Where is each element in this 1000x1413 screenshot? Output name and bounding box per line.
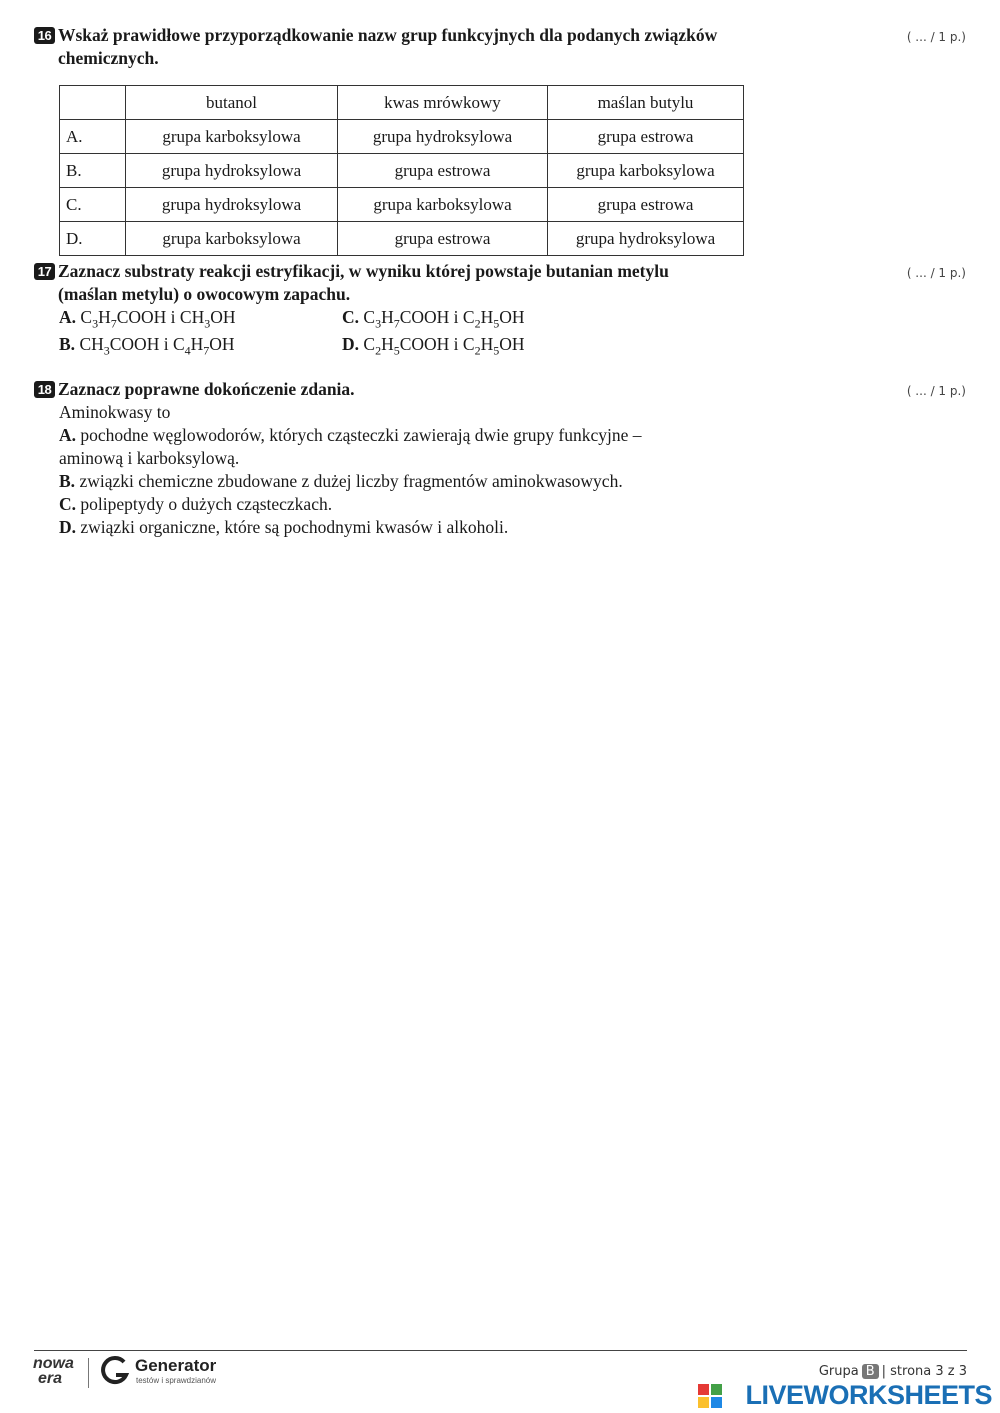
nowa-era-logo xyxy=(33,1356,74,1386)
logo-line-2: era xyxy=(38,1370,63,1387)
row-label: B. xyxy=(60,154,126,188)
task-18-stem: Aminokwasy to xyxy=(59,402,171,422)
generator-subtitle: testów i sprawdzianów xyxy=(136,1376,217,1385)
logo-separator xyxy=(88,1358,89,1388)
header-kwas-mrowkowy: kwas mrówkowy xyxy=(338,86,548,120)
option-formula: $C_3H_7COOH$ i $C_2H_5OH$ xyxy=(363,307,525,331)
option-b[interactable] xyxy=(59,331,235,364)
option-b[interactable] xyxy=(59,470,709,493)
task-16-table xyxy=(59,85,744,256)
task-number-badge: 16 xyxy=(34,27,55,44)
grupa-label: Grupa xyxy=(818,1364,859,1379)
task-number-badge: 18 xyxy=(34,381,55,398)
task-18-points: ( ... / 1 p.) xyxy=(906,384,966,398)
table-cell: grupa estrowa xyxy=(338,154,548,188)
task-18-header xyxy=(34,378,974,401)
option-formula: $CH_3COOH$ i $C_4H_7OH$ xyxy=(79,334,235,358)
table-cell: grupa karboksylowa xyxy=(338,188,548,222)
footer-divider xyxy=(34,1350,967,1351)
task-17 xyxy=(34,260,974,306)
header-maslan-butylu: maślan butylu xyxy=(548,86,744,120)
row-label: A. xyxy=(60,120,126,154)
task-16 xyxy=(34,24,974,70)
option-letter: A. xyxy=(59,425,77,445)
logo-line-1: nowa xyxy=(33,1355,74,1372)
table-row-d[interactable] xyxy=(60,222,744,256)
row-label: C. xyxy=(60,188,126,222)
table-cell: grupa estrowa xyxy=(338,222,548,256)
table-cell: grupa hydroksylowa xyxy=(338,120,548,154)
table-header-row xyxy=(60,86,744,120)
table-cell: grupa estrowa xyxy=(548,188,744,222)
option-formula: $C_2H_5COOH$ i $C_2H_5OH$ xyxy=(363,334,525,358)
generator-logo-icon xyxy=(100,1355,130,1387)
table-cell: grupa hydroksylowa xyxy=(126,188,338,222)
option-d[interactable] xyxy=(342,331,525,364)
task-18-title: Zaznacz poprawne dokończenie zdania. xyxy=(58,379,355,399)
option-text: związki chemiczne zbudowane z dużej liczby fragmentów aminokwasowych. xyxy=(79,471,623,491)
row-label: D. xyxy=(60,222,126,256)
option-letter: A. xyxy=(59,307,77,327)
table-cell: grupa karboksylowa xyxy=(548,154,744,188)
option-letter: D. xyxy=(59,517,77,537)
option-text: polipeptydy o dużych cząsteczkach. xyxy=(80,494,333,514)
option-d[interactable] xyxy=(59,516,709,539)
task-18 xyxy=(34,378,974,401)
table-cell: grupa hydroksylowa xyxy=(126,154,338,188)
option-text: pochodne węglowodorów, których cząsteczki zawierają dwie grupy funkcyjne – aminową i karboksylową. xyxy=(59,425,642,468)
header-butanol: butanol xyxy=(126,86,338,120)
task-16-header xyxy=(34,24,974,70)
task-number-badge: 17 xyxy=(34,263,55,280)
task-17-title: Zaznacz substraty reakcji estryfikacji, w wyniku której powstaje butanian metylu (maślan metylu) o owocowym zapachu. xyxy=(58,261,669,304)
option-formula: $C_3H_7COOH$ i $CH_3OH$ xyxy=(80,307,236,331)
task-16-points: ( ... / 1 p.) xyxy=(906,30,966,44)
page-number: | strona 3 z 3 xyxy=(881,1364,967,1379)
task-17-header xyxy=(34,260,974,306)
option-letter: B. xyxy=(59,334,76,354)
table-cell: grupa karboksylowa xyxy=(126,222,338,256)
table-cell: grupa hydroksylowa xyxy=(548,222,744,256)
table-cell: grupa estrowa xyxy=(548,120,744,154)
table-row-b[interactable] xyxy=(60,154,744,188)
option-c[interactable] xyxy=(59,493,709,516)
table-corner-cell xyxy=(60,86,126,120)
liveworksheets-watermark: LIVEWORKSHEETS xyxy=(745,1380,992,1410)
task-18-body xyxy=(59,401,709,539)
task-17-options xyxy=(59,304,579,360)
table-row-a[interactable] xyxy=(60,120,744,154)
option-a[interactable] xyxy=(59,424,709,470)
option-letter: B. xyxy=(59,471,76,491)
table-cell: grupa karboksylowa xyxy=(126,120,338,154)
task-17-points: ( ... / 1 p.) xyxy=(906,266,966,280)
page-info xyxy=(819,1364,967,1379)
grupa-badge: B xyxy=(862,1364,879,1379)
task-16-title: Wskaż prawidłowe przyporządkowanie nazw grup funkcyjnych dla podanych związków chemicznych. xyxy=(58,25,718,68)
option-text: związki organiczne, które są pochodnymi kwasów i alkoholi. xyxy=(80,517,509,537)
generator-title: Generator xyxy=(135,1356,217,1375)
option-letter: D. xyxy=(342,334,360,354)
table-row-c[interactable] xyxy=(60,188,744,222)
option-letter: C. xyxy=(59,494,77,514)
option-letter: C. xyxy=(342,307,360,327)
liveworksheets-logo-icon xyxy=(698,1384,722,1408)
